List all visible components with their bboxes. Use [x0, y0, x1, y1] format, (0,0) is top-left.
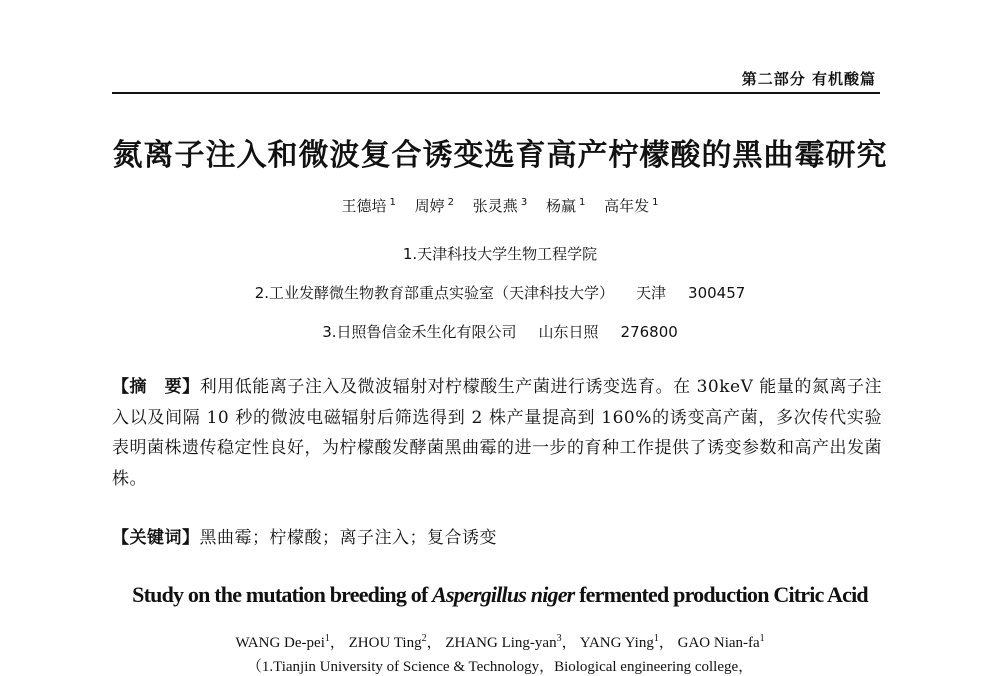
english-title: Study on the mutation breeding of Aspergillus niger fermented production Citric Acid [132, 582, 868, 607]
english-authors: WANG De-pei$^1$， ZHOU Ting$^2$， ZHANG Ling-yan$^3$， YANG Ying$^1$， GAO Nian-$fa^1$ [235, 633, 765, 651]
running-head [112, 62, 880, 94]
keywords [112, 523, 882, 548]
author-en: WANG De-pei$^1$ [235, 633, 330, 651]
chinese-title: 氮离子注入和微波复合诱变选育高产柠檬酸的黑曲霉研究 [112, 138, 888, 173]
author-en: GAO Nian-$fa^1$ [677, 633, 765, 651]
author-en: YANG Ying$^1$ [579, 633, 659, 651]
author-cn: 杨赢 $^1$ [545, 197, 586, 215]
running-head-text: 第二部分 有机酸篇 [741, 70, 876, 88]
author-cn: 王德培 $^1$ [341, 197, 396, 215]
abstract-text: 利用低能离子注入及微波辐射对柠檬酸生产菌进行诱变选育。在 30keV 能量的氮离子注入以及间隔 10 秒的微波电磁辐射后筛选得到 2 株产量提高到 160%的诱变高产菌，多次传代实验表明菌株遗传稳定性良好，为柠檬酸发酵菌黑曲霉的进一步的育种工作提供了诱变参数和高产出发菌株。 [112, 377, 883, 489]
keywords-label: 【关键词】 [112, 528, 200, 548]
abstract [112, 372, 882, 494]
abstract-label: 【摘 要】 [112, 377, 200, 397]
author-cn: 周婷 $^2$ [414, 197, 455, 215]
affiliation-3: 3.日照鲁信金禾生化有限公司 山东日照 276800 [322, 323, 678, 341]
author-cn: 高年发 $^1$ [604, 197, 659, 215]
affiliation-2: 2.工业发酵微生物教育部重点实验室（天津科技大学） 天津 300457 [254, 284, 746, 302]
author-en: ZHOU Ting$^2$ [348, 633, 427, 651]
chinese-authors [0, 195, 1000, 216]
author-cn: 张灵燕 $^3$ [472, 197, 528, 215]
affiliation-1: 1.天津科技大学生物工程学院 [402, 245, 598, 263]
author-en: ZHANG Ling-yan$^3$ [445, 633, 562, 651]
keywords-text: 黑曲霉；柠檬酸；离子注入；复合诱变 [199, 528, 497, 548]
english-affiliation: （1.Tianjin University of Science & Technology，Biological engineering college， [246, 659, 754, 675]
